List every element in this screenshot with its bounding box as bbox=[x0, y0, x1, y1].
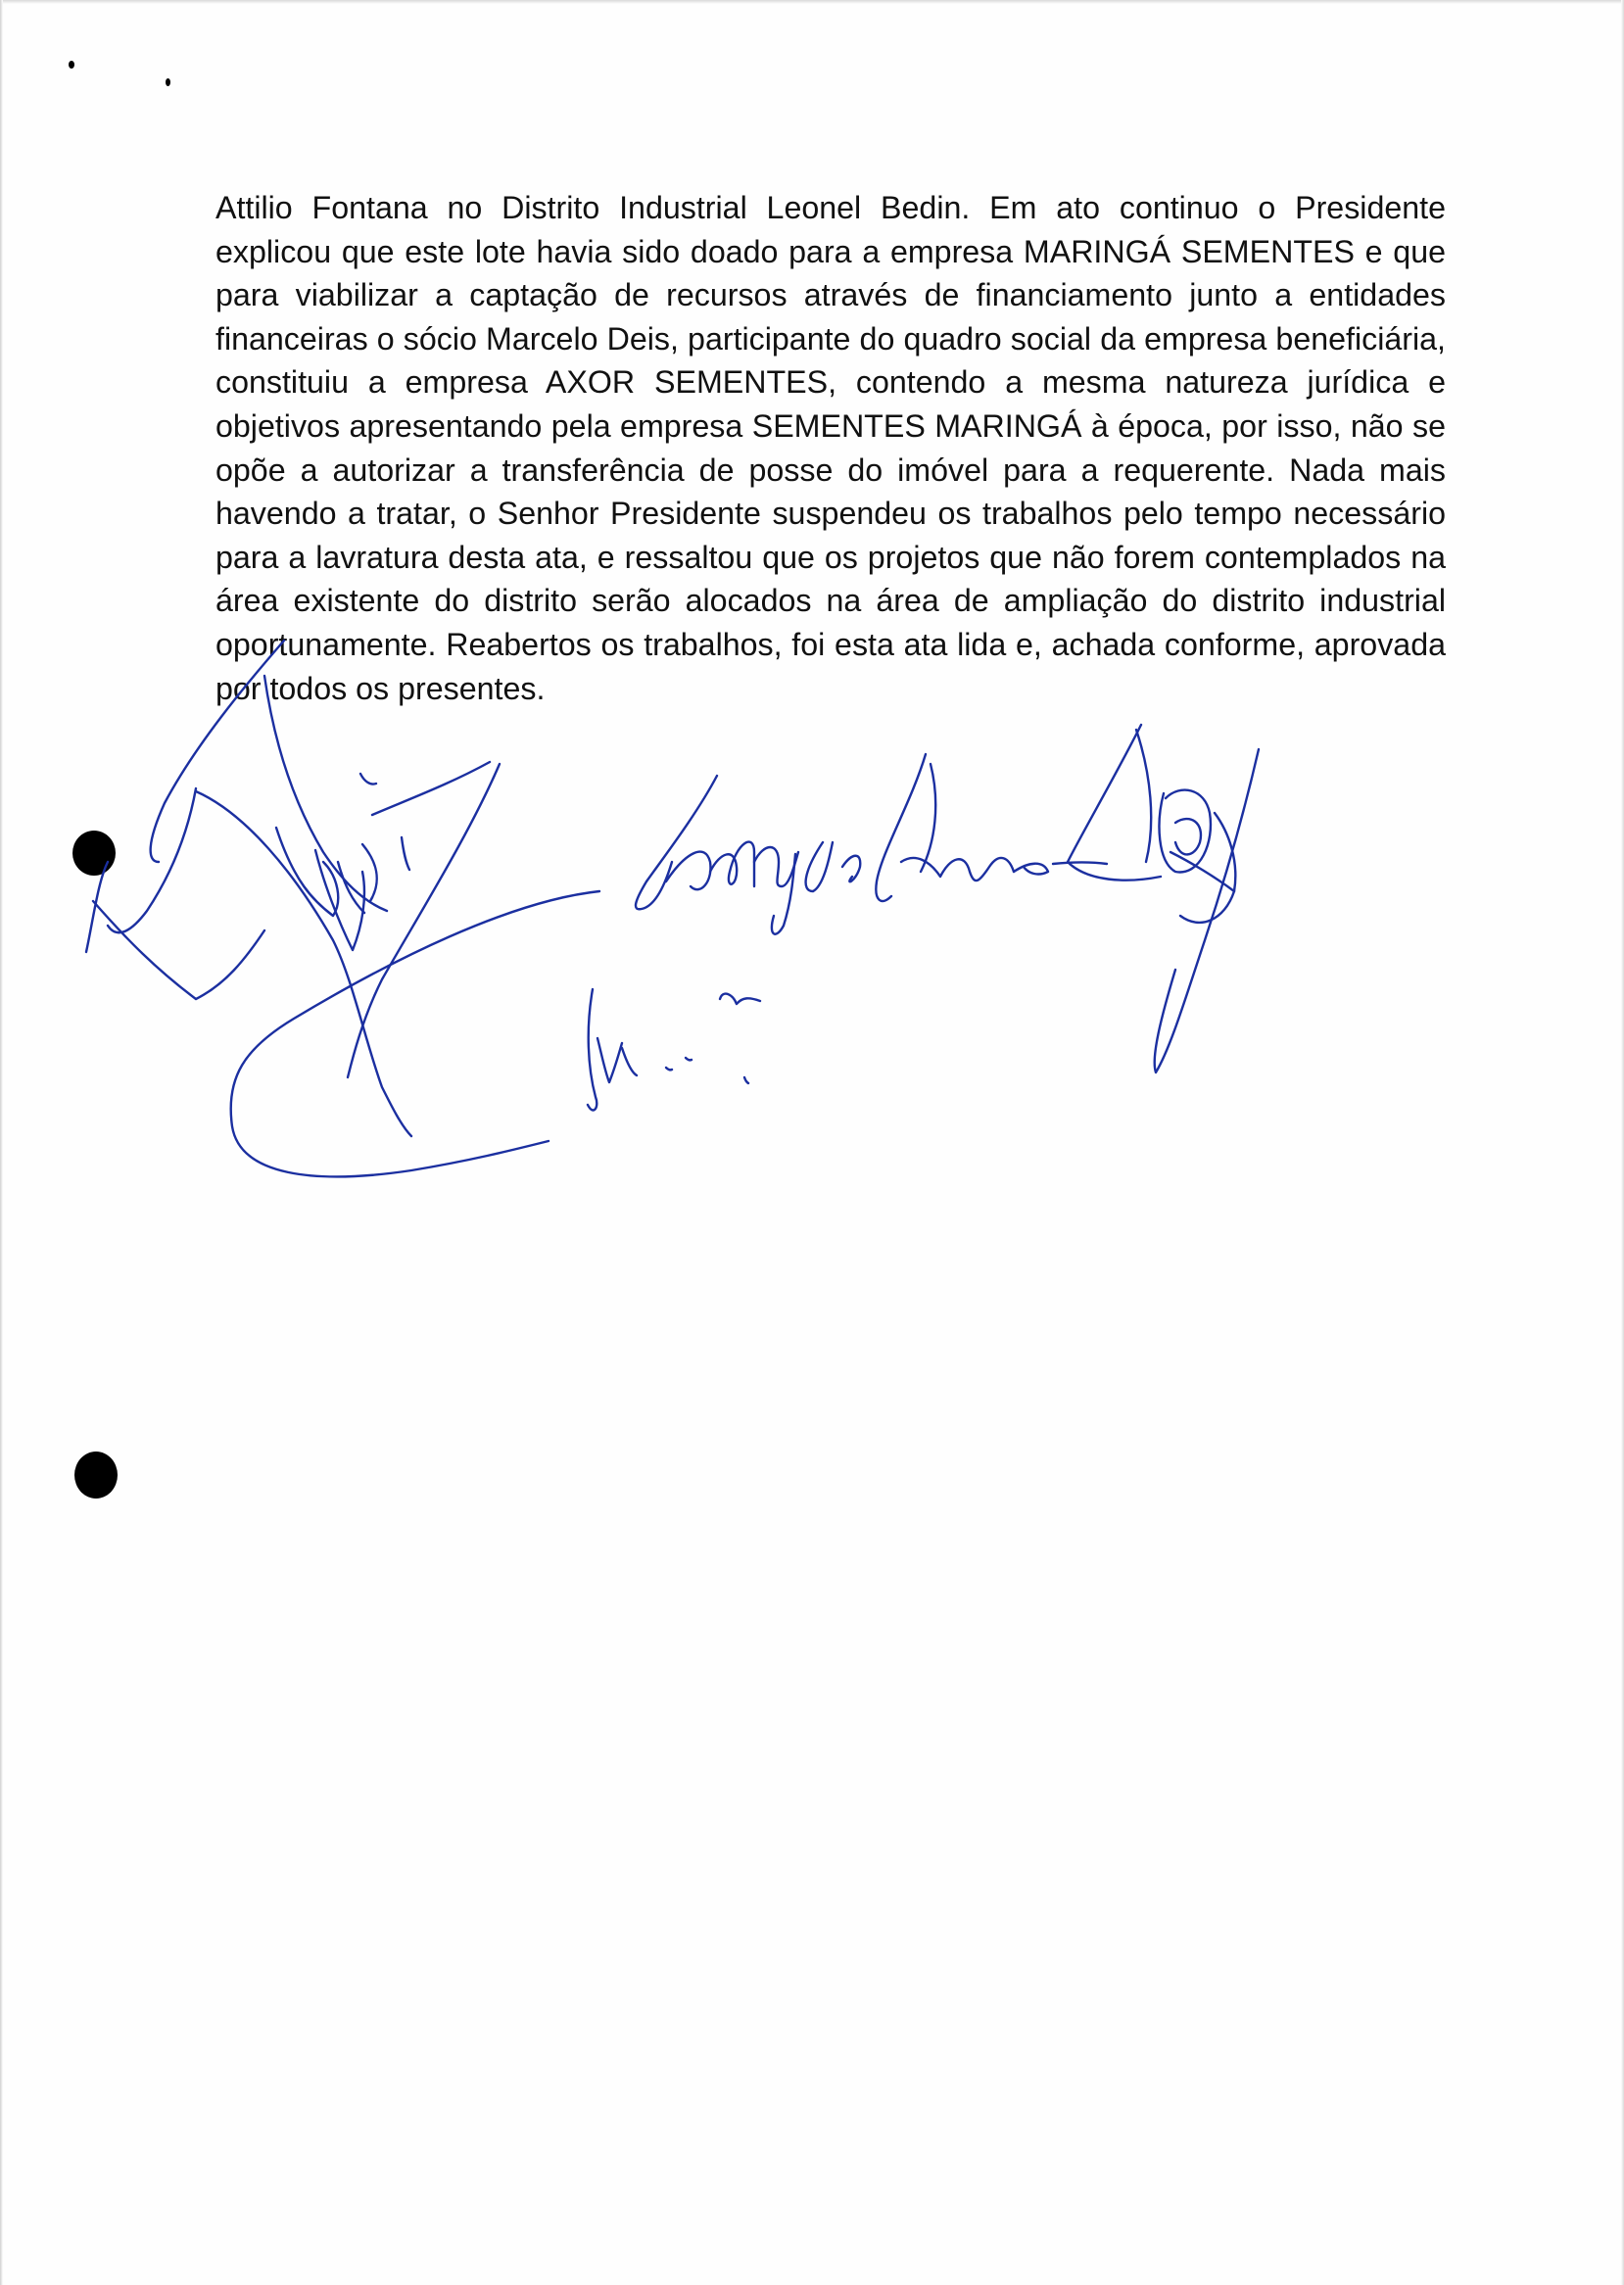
signature-left bbox=[86, 641, 599, 1176]
signature-initials bbox=[588, 989, 760, 1110]
scan-left-edge bbox=[0, 0, 3, 2285]
punch-hole-lower bbox=[74, 1452, 118, 1499]
signature-center bbox=[636, 725, 1259, 1072]
minutes-paragraph: Attilio Fontana no Distrito Industrial Leonel Bedin. Em ato continuo o Presidente explicou que este lote havia sido doado para a empresa MARINGÁ SEMENTES e que para viabilizar a captação de recursos através de financiamento junto a entidades financeiras o sócio Marcelo Deis, participante do quadro social da empresa beneficiária, constituiu a empresa AXOR SEMENTES, contendo a mesma natureza jurídica e objetivos apresentando pela empresa SEMENTES MARINGÁ à época, por isso, não se opõe a autorizar a transferência de posse do imóvel para a requerente. Nada mais havendo a tratar, o Senhor Presidente suspendeu os trabalhos pelo tempo necessário para a lavratura desta ata, e ressaltou que os projetos que não forem contemplados na área existente do distrito serão alocados na área de ampliação do distrito industrial oportunamente. Reabertos os trabalhos, foi esta ata lida e, achada conforme, aprovada por todos os presentes. bbox=[215, 190, 1446, 706]
scan-speck bbox=[69, 61, 74, 69]
punch-hole-upper bbox=[72, 831, 116, 876]
scan-top-edge bbox=[0, 0, 1624, 4]
scan-speck bbox=[166, 78, 170, 86]
